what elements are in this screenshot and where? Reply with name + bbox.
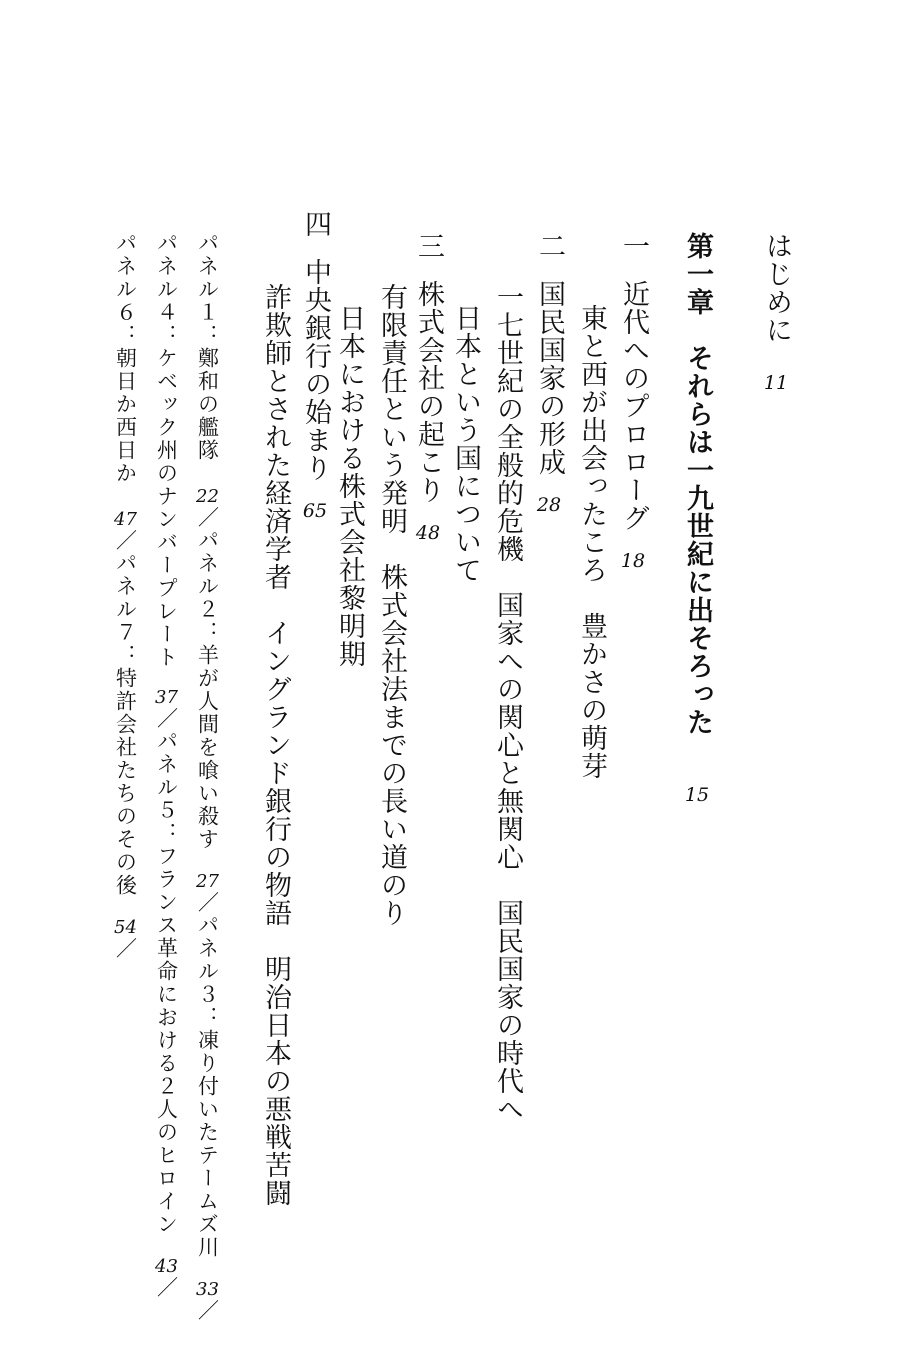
toc-section-1-heading (620, 232, 647, 571)
toc-section-1-sub: 東と西が出会ったころ 豊かさの萌芽 (576, 304, 607, 780)
toc-section-3-sub-2: 日本における株式会社黎明期 (334, 304, 365, 668)
section-1-num: 一 (618, 232, 649, 260)
toc-section-2-heading (536, 232, 563, 515)
panel-6-page: 47 (114, 509, 137, 530)
toc-section-4-sub: 詐欺師とされた経済学者 イングランド銀行の物語 明治日本の悪戦苦闘 (260, 283, 291, 1207)
section-3-title: 株式会社の起こり (413, 280, 444, 504)
toc-panels-2: パネル４：ケベック州のナンバープレート37／パネル５：フランス革命における２人のヒロイン43／ (154, 232, 179, 1299)
panel-6: パネル６：朝日か西日か (113, 232, 138, 485)
panel-7-page: 54 (114, 917, 137, 938)
intro-title: はじめに (761, 232, 792, 344)
section-3-num: 三 (413, 232, 444, 260)
chapter-title: 第一章 それらは一九世紀に出そろった (682, 232, 713, 736)
panel-2: パネル２：羊が人間を喰い殺す (195, 529, 220, 851)
panel-1-page: 22 (196, 486, 219, 507)
section-1-page: 18 (620, 550, 646, 572)
panel-3: パネル３：凍り付いたテームズ川 (195, 914, 220, 1259)
panel-5: パネル５：フランス革命における２人のヒロイン (154, 730, 179, 1236)
toc-section-3-sub-1: 有限責任という発明 株式会社法までの長い道のり (376, 283, 407, 927)
panel-2-page: 27 (196, 871, 219, 892)
section-3-page: 48 (415, 522, 441, 544)
section-4-page: 65 (302, 500, 328, 522)
panel-3-page: 33 (196, 1279, 219, 1300)
section-2-num: 二 (534, 232, 565, 260)
chapter-page: 15 (684, 784, 710, 806)
toc-panels-1: パネル１：鄭和の艦隊22／パネル２：羊が人間を喰い殺す27／パネル３：凍り付いたテームズ川33／ (195, 232, 220, 1322)
panel-7: パネル７：特許会社たちのその後 (113, 552, 138, 897)
toc-section-2-sub-1: 一七世紀の全般的危機 国家への関心と無関心 国民国家の時代へ (492, 283, 523, 1123)
panel-1: パネル１：鄭和の艦隊 (195, 232, 220, 462)
panel-4: パネル４：ケベック州のナンバープレート (154, 232, 179, 669)
toc-section-3-heading (415, 232, 442, 543)
toc-section-4-heading (302, 210, 329, 521)
toc-panels-3: パネル６：朝日か西日か47／パネル７：特許会社たちのその後54／ (113, 232, 138, 960)
section-1-title: 近代へのプロローグ (618, 280, 649, 532)
panel-5-page: 43 (155, 1256, 178, 1277)
section-4-num: 四 (300, 210, 331, 238)
panel-4-page: 37 (155, 687, 178, 708)
toc-intro (763, 232, 790, 393)
intro-page: 11 (763, 372, 789, 394)
section-2-title: 国民国家の形成 (534, 280, 565, 476)
toc-chapter-1 (684, 232, 711, 805)
section-2-page: 28 (536, 494, 562, 516)
toc-section-2-sub-2: 日本という国について (450, 304, 481, 584)
section-4-title: 中央銀行の始まり (300, 258, 331, 482)
